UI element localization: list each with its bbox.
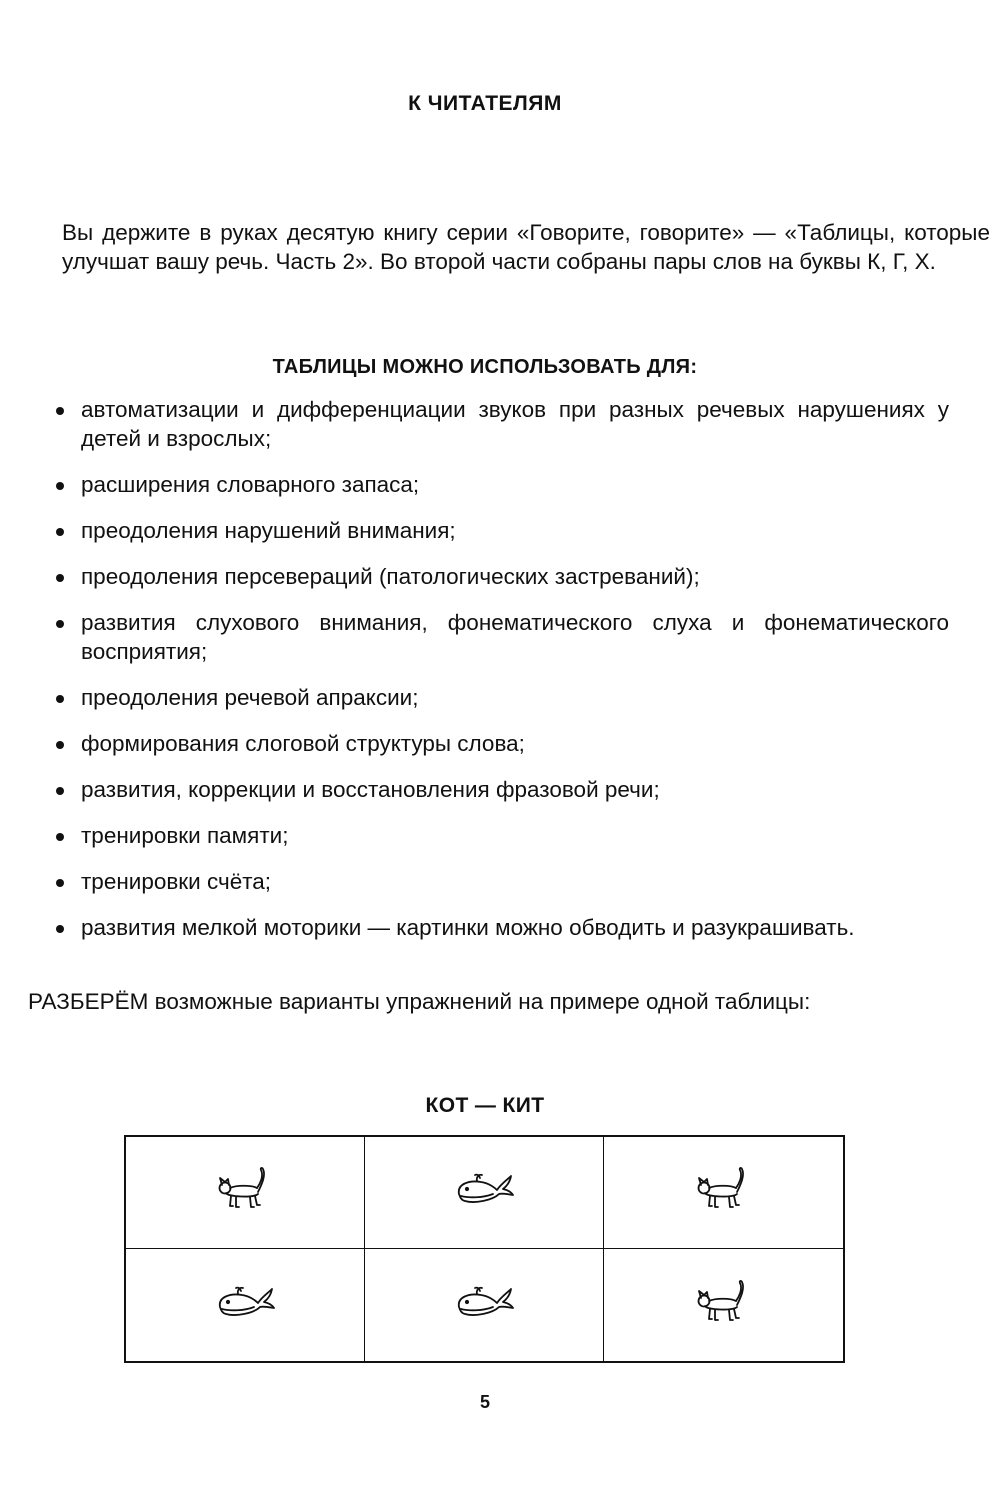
bullet-icon <box>56 695 64 703</box>
list-item: преодоления речевой апраксии; <box>54 683 949 712</box>
table-cell <box>604 1249 843 1361</box>
picture-table <box>124 1135 845 1363</box>
bullet-icon <box>56 741 64 749</box>
bullet-icon <box>56 528 64 536</box>
list-item: тренировки памяти; <box>54 821 949 850</box>
bullet-icon <box>56 925 64 933</box>
whale-icon <box>453 1279 515 1332</box>
table-cell <box>126 1137 365 1249</box>
uses-list <box>54 395 949 959</box>
intro-paragraph: Вы держите в руках десятую книгу серии «Говорите, говорите» — «Таблицы, которые улучшат вашу речь. Часть 2». Во второй части собраны пары слов на буквы К, Г, Х. <box>62 220 990 274</box>
list-item: тренировки счёта; <box>54 867 949 896</box>
cat-icon <box>693 1279 755 1332</box>
bullet-icon <box>56 879 64 887</box>
bullet-icon <box>56 574 64 582</box>
whale-icon <box>214 1279 276 1332</box>
table-cell <box>365 1137 604 1249</box>
uses-heading: ТАБЛИЦЫ МОЖНО ИСПОЛЬЗОВАТЬ ДЛЯ: <box>272 356 698 378</box>
list-item: автоматизации и дифференциации звуков при разных речевых нарушениях у детей и взрослых; <box>54 395 949 453</box>
list-item: развития слухового внимания, фонематического слуха и фонематического восприятия; <box>54 608 949 666</box>
table-title: КОТ — КИТ <box>425 1094 545 1117</box>
outro-paragraph: РАЗБЕРЁМ возможные варианты упражнений на примере одной таблицы: <box>28 989 811 1014</box>
bullet-icon <box>56 833 64 841</box>
bullet-icon <box>56 407 64 415</box>
bullet-icon <box>56 620 64 628</box>
table-cell <box>126 1249 365 1361</box>
list-item: преодоления персевераций (патологических застреваний); <box>54 562 949 591</box>
whale-icon <box>453 1166 515 1219</box>
bullet-icon <box>56 787 64 795</box>
list-item: развития мелкой моторики — картинки можно обводить и разукрашивать. <box>54 913 949 942</box>
page-number: 5 <box>479 1392 490 1412</box>
bullet-icon <box>56 482 64 490</box>
cat-icon <box>693 1166 755 1219</box>
list-item: развития, коррекции и восстановления фразовой речи; <box>54 775 949 804</box>
table-cell <box>365 1249 604 1361</box>
list-item: преодоления нарушений внимания; <box>54 516 949 545</box>
list-item: формирования слоговой структуры слова; <box>54 729 949 758</box>
cat-icon <box>214 1166 276 1219</box>
table-cell <box>604 1137 843 1249</box>
list-item: расширения словарного запаса; <box>54 470 949 499</box>
page-title: К ЧИТАТЕЛЯМ <box>408 92 562 115</box>
